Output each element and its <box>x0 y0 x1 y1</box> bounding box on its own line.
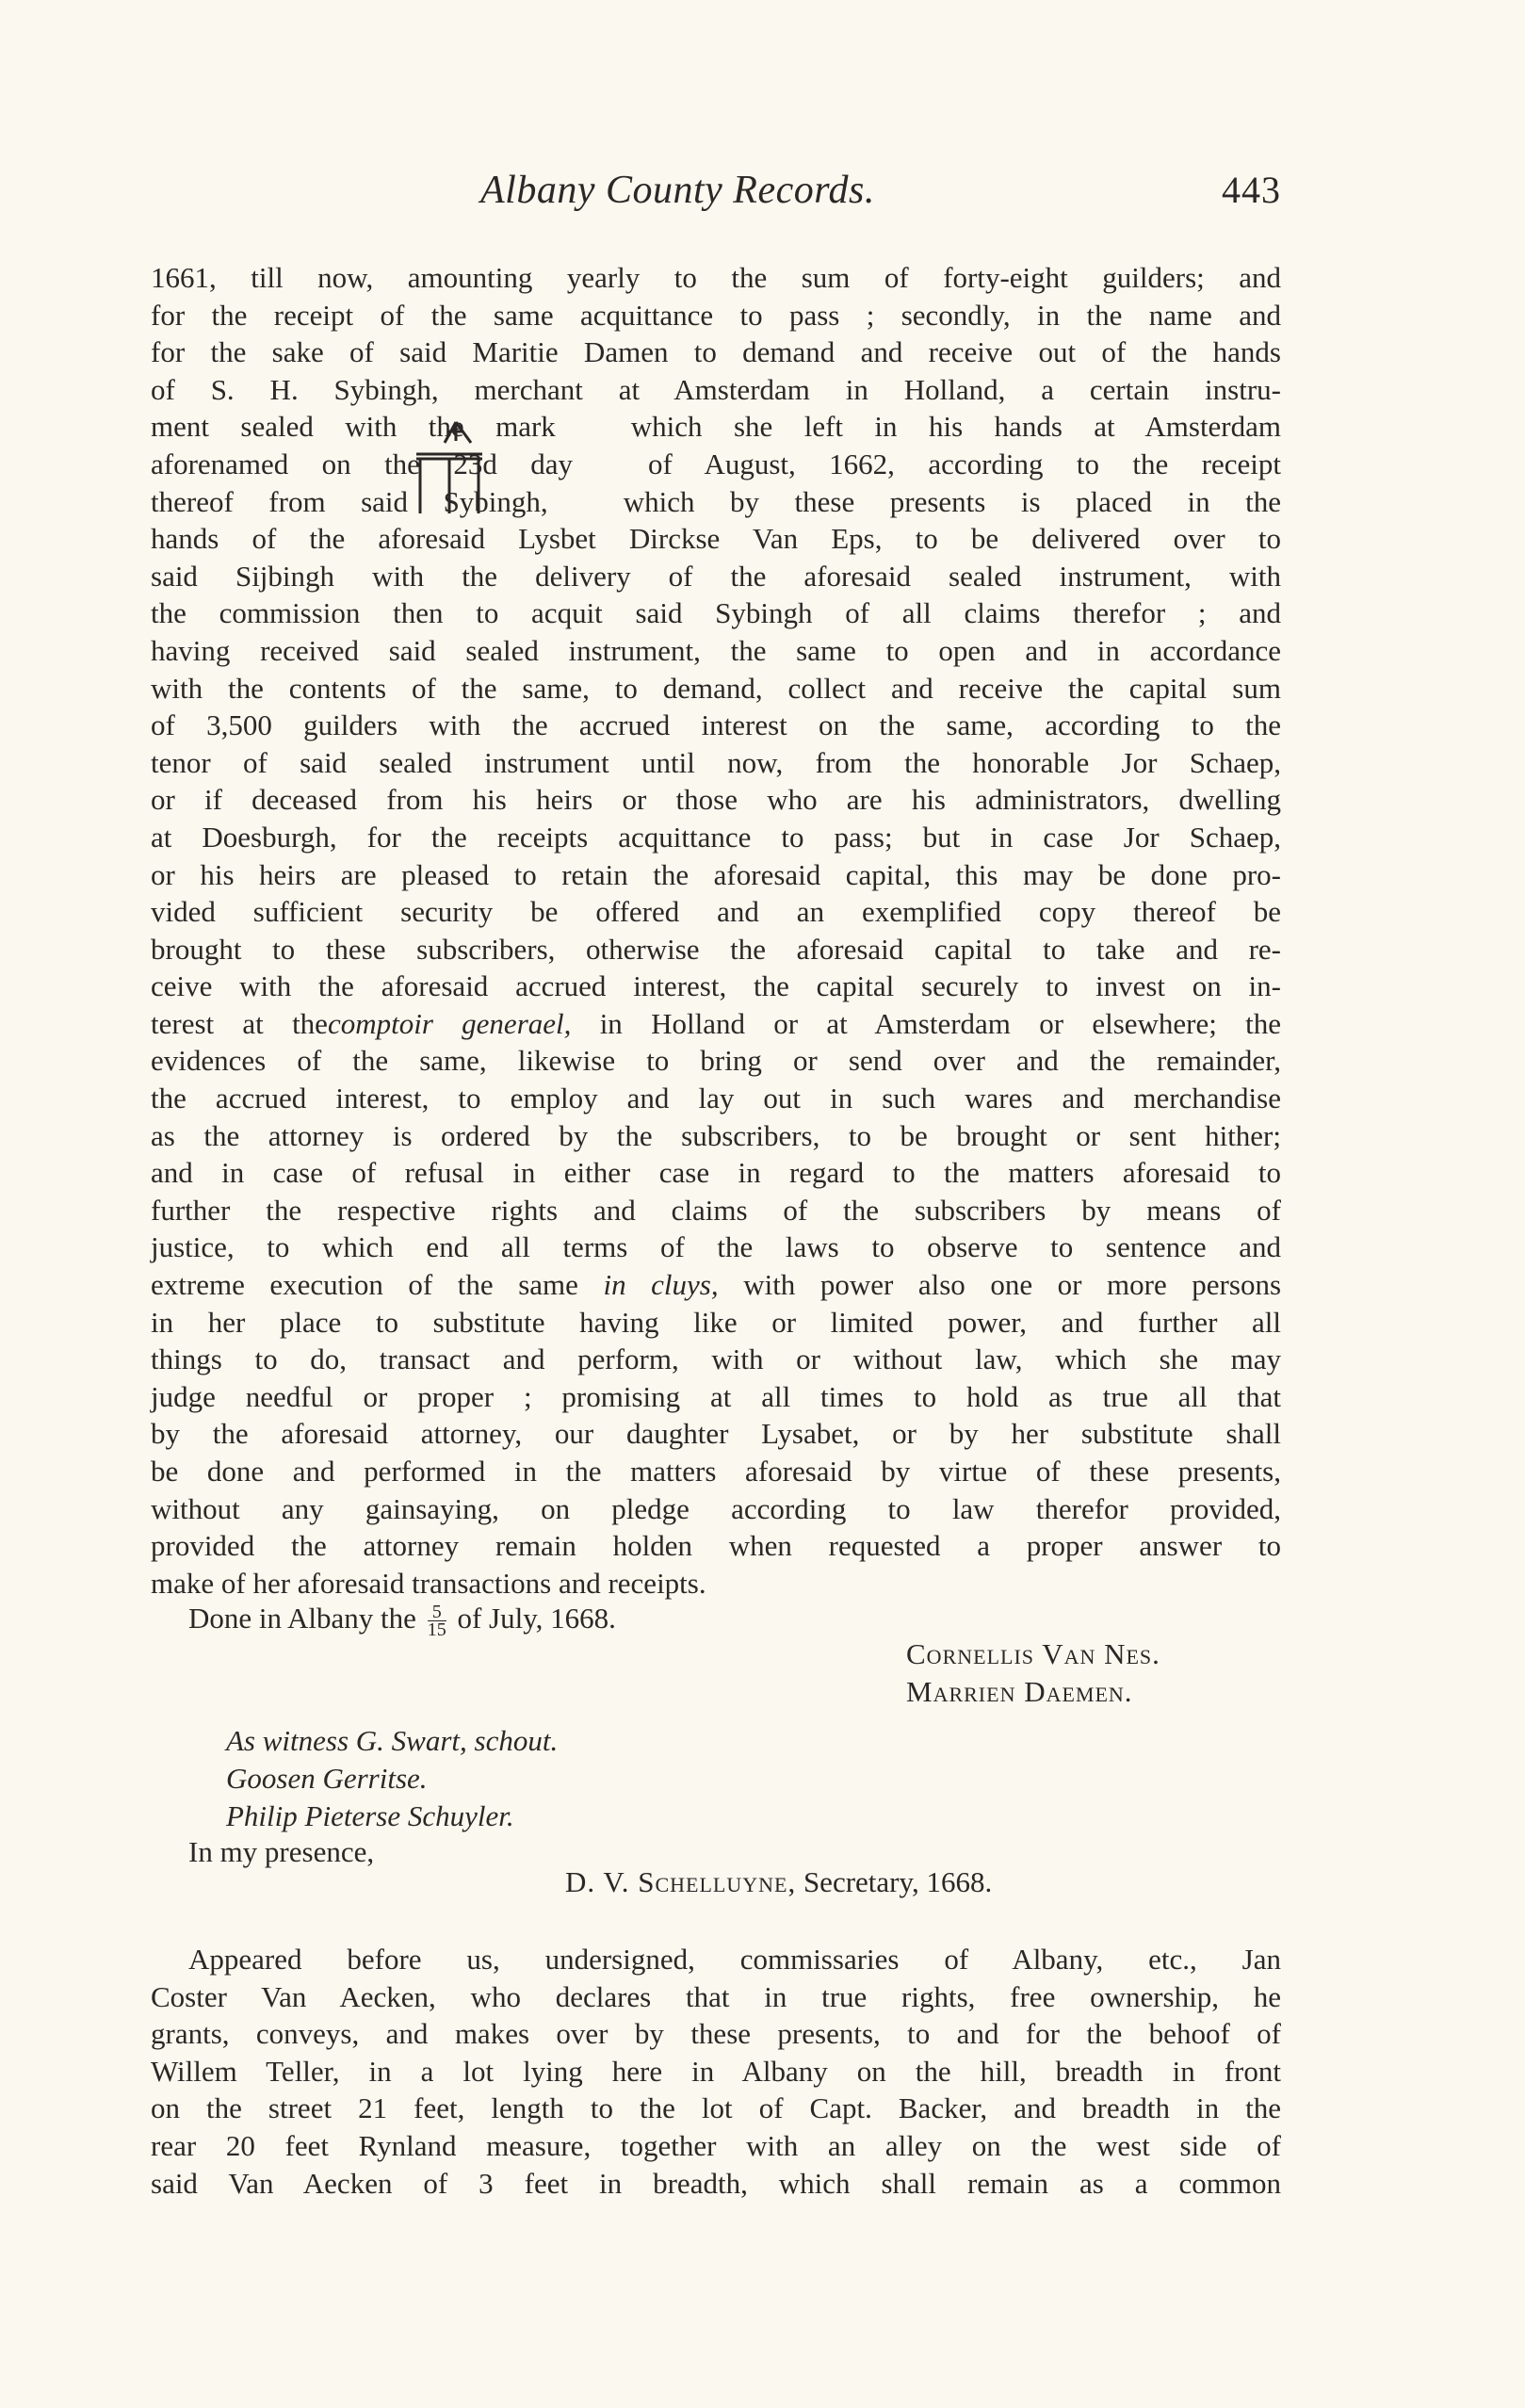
text-line-with-mark <box>151 483 1281 521</box>
text-line-with-mark <box>151 408 1281 446</box>
text-fragment: aforenamed on the 23d day <box>151 447 573 480</box>
text-line: Appeared before us, undersigned, commissaries of Albany, etc., Jan <box>188 1943 1281 1976</box>
text-line: the commission then to acquit said Sybingh of all claims therefor ; and <box>151 596 1281 630</box>
text-line: for the receipt of the same acquittance to pass ; secondly, in the name and <box>151 298 1281 332</box>
text-line: for the sake of said Maritie Damen to demand and receive out of the hands <box>151 335 1281 369</box>
text-line: having received said sealed instrument, the same to open and in accordance <box>151 633 1281 667</box>
italic-term: comptoir generael, <box>327 1006 572 1040</box>
witness-line-2: Goosen Gerritse. <box>226 1762 428 1795</box>
secretary-name: D. V. Schelluyne, <box>565 1865 797 1898</box>
text-fragment: thereof from said Sybingh, <box>151 484 548 518</box>
text-fragment: which by these presents is placed in the <box>623 484 1282 518</box>
done-suffix: of July, 1668. <box>457 1602 616 1635</box>
text-fragment: with power also one or more persons <box>743 1268 1282 1302</box>
signature-2: Marrien Daemen. <box>906 1675 1133 1708</box>
text-line: of S. H. Sybingh, merchant at Amsterdam in Holland, a certain instru- <box>151 372 1281 406</box>
text-line: in her place to substitute having like or limited power, and further all <box>151 1305 1281 1339</box>
text-line <box>151 1005 1281 1043</box>
text-line: at Doesburgh, for the receipts acquittance to pass; but in case Jor Schaep, <box>151 820 1281 854</box>
text-line: by the aforesaid attorney, our daughter Lysabet, or by her substitute shall <box>151 1417 1281 1451</box>
text-line: provided the attorney remain holden when requested a proper answer to <box>151 1529 1281 1563</box>
page-number: 443 <box>1222 169 1281 211</box>
text-line: as the attorney is ordered by the subscribers, to be brought or sent hither; <box>151 1118 1281 1152</box>
text-line: Willem Teller, in a lot lying here in Albany on the hill, breadth in front <box>151 2054 1281 2088</box>
text-line: without any gainsaying, on pledge according to law therefor provided, <box>151 1491 1281 1525</box>
witness-line-3: Philip Pieterse Schuyler. <box>226 1799 514 1832</box>
text-line: further the respective rights and claims of the subscribers by means of <box>151 1193 1281 1227</box>
text-line <box>151 1266 1281 1304</box>
text-line: or if deceased from his heirs or those who are his administrators, dwelling <box>151 783 1281 817</box>
witness-line-1: As witness G. Swart, schout. <box>226 1724 559 1757</box>
text-line: said Van Aecken of 3 feet in breadth, which shall remain as a common <box>151 2166 1281 2200</box>
text-line: the accrued interest, to employ and lay out in such wares and merchandise <box>151 1082 1281 1115</box>
text-line: 1661, till now, amounting yearly to the sum of forty-eight guilders; and <box>151 261 1281 294</box>
text-line: make of her aforesaid transactions and receipts. <box>151 1566 706 1600</box>
text-line: ceive with the aforesaid accrued interest, the capital securely to invest on in- <box>151 969 1281 1003</box>
text-line: said Sijbingh with the delivery of the aforesaid sealed instrument, with <box>151 559 1281 593</box>
done-prefix: Done in Albany the <box>188 1602 416 1635</box>
text-line: judge needful or proper ; promising at all times to hold as true all that <box>151 1379 1281 1413</box>
secretary-title: Secretary, 1668. <box>803 1865 993 1898</box>
merchant-mark-icon <box>416 415 520 518</box>
text-line: and in case of refusal in either case in regard to the matters aforesaid to <box>151 1156 1281 1190</box>
secretary-line <box>565 1865 992 1899</box>
paragraph-2 <box>151 1941 1281 2202</box>
text-fragment: ment sealed with the mark <box>151 410 556 444</box>
text-fragment: extreme execution of the same <box>151 1268 578 1302</box>
presence-line: In my presence, <box>188 1835 375 1868</box>
text-line: justice, to which end all terms of the laws to observe to sentence and <box>151 1230 1281 1264</box>
text-line: tenor of said sealed instrument until now, from the honorable Jor Schaep, <box>151 745 1281 779</box>
signature-1: Cornellis Van Nes. <box>906 1637 1160 1670</box>
done-line <box>188 1602 616 1641</box>
running-head <box>151 168 1281 224</box>
italic-term: in cluys, <box>603 1268 719 1302</box>
text-line: vided sufficient security be offered and an exemplified copy thereof be <box>151 895 1281 929</box>
text-line: Coster Van Aecken, who declares that in true rights, free ownership, he <box>151 1979 1281 2013</box>
text-line: rear 20 feet Rynland measure, together with an alley on the west side of <box>151 2128 1281 2162</box>
date-fraction <box>427 1602 446 1641</box>
text-fragment: of August, 1662, according to the receipt <box>647 447 1282 480</box>
text-fragment: in Holland or at Amsterdam or elsewhere; the <box>599 1006 1282 1040</box>
text-line-with-mark <box>151 446 1281 483</box>
text-line: hands of the aforesaid Lysbet Dirckse Van Eps, to be delivered over to <box>151 522 1281 556</box>
text-line: be done and performed in the matters aforesaid by virtue of these presents, <box>151 1455 1281 1488</box>
text-fragment: which she left in his hands at Amsterdam <box>630 410 1282 444</box>
running-title: Albany County Records. <box>480 169 875 212</box>
text-line: on the street 21 feet, length to the lot of Capt. Backer, and breadth in the <box>151 2091 1281 2125</box>
text-line: with the contents of the same, to demand, collect and receive the capital sum <box>151 671 1281 705</box>
text-line: brought to these subscribers, otherwise the aforesaid capital to take and re- <box>151 932 1281 966</box>
text-line: evidences of the same, likewise to bring or send over and the remainder, <box>151 1044 1281 1078</box>
fraction-denominator: 15 <box>427 1619 446 1641</box>
paragraph-1 <box>151 259 1281 1602</box>
text-line: of 3,500 guilders with the accrued interest on the same, according to the <box>151 708 1281 742</box>
text-line: or his heirs are pleased to retain the aforesaid capital, this may be done pro- <box>151 857 1281 891</box>
text-fragment: terest at the <box>151 1006 328 1040</box>
text-line: grants, conveys, and makes over by these presents, to and for the behoof of <box>151 2017 1281 2051</box>
fraction-numerator: 5 <box>428 1603 446 1621</box>
text-line: things to do, transact and perform, with or without law, which she may <box>151 1342 1281 1376</box>
